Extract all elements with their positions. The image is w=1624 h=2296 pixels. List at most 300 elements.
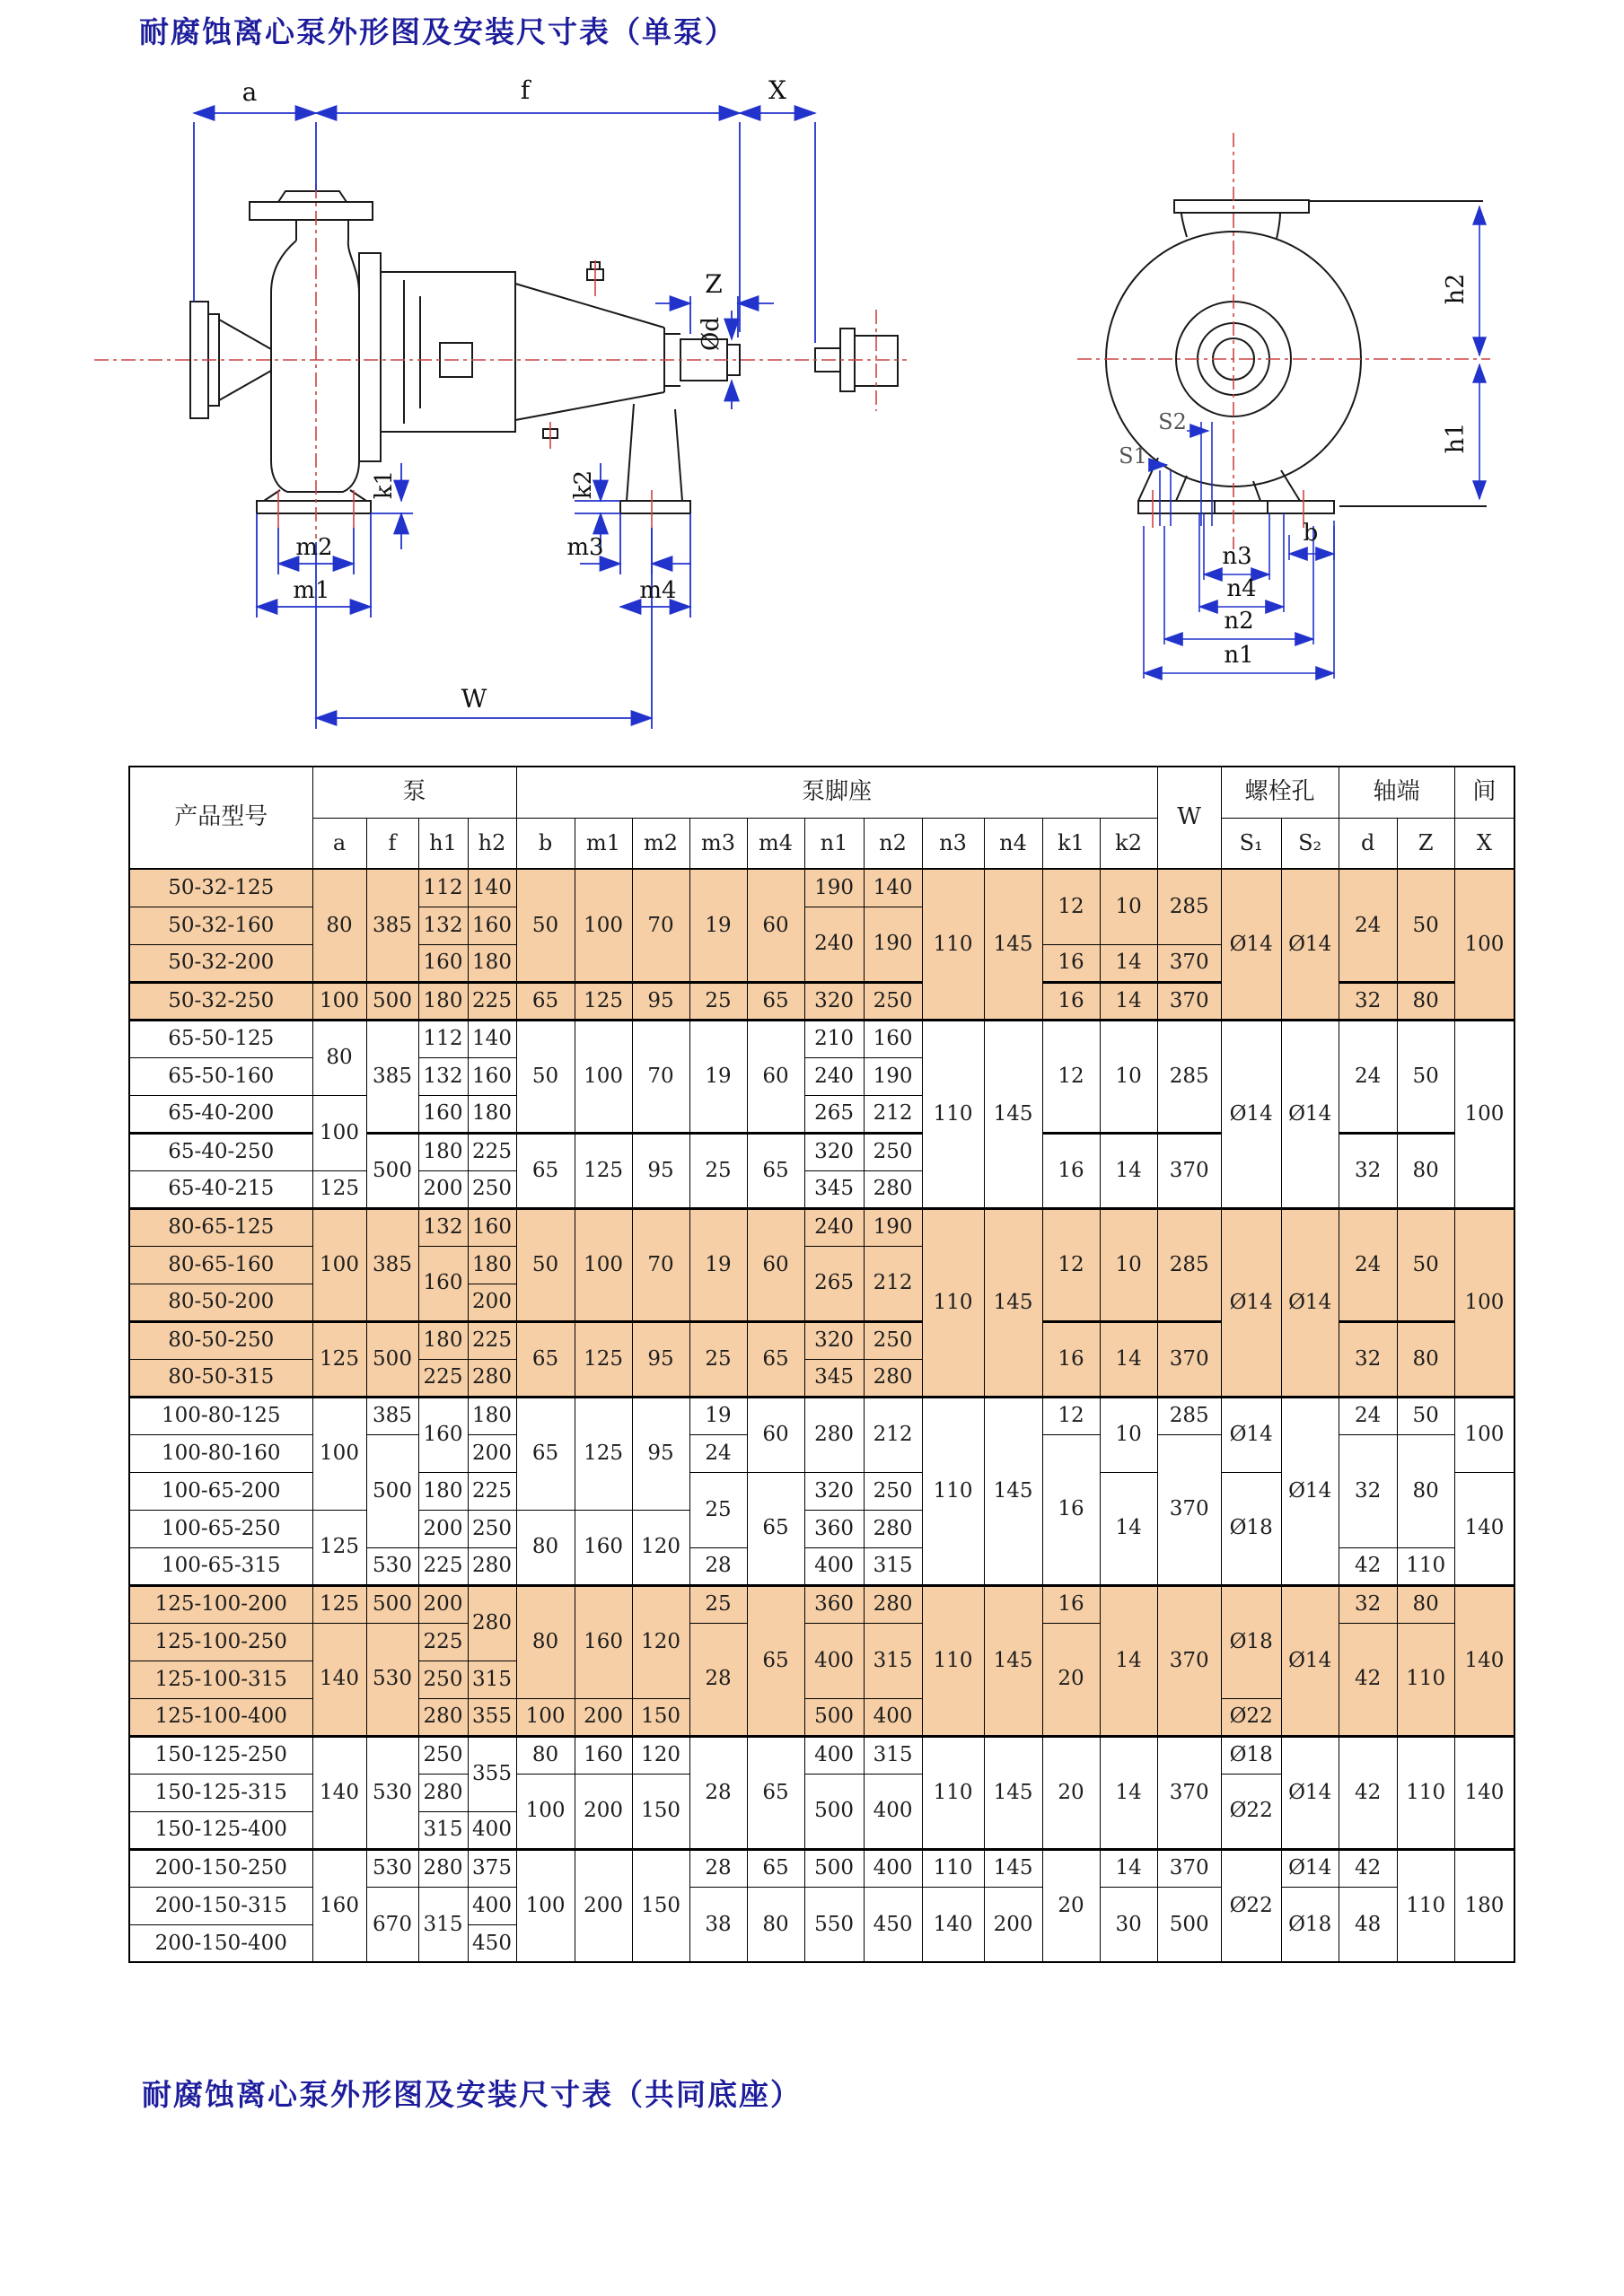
table-body — [129, 869, 1514, 1962]
cell-h1: 225 — [418, 1359, 468, 1397]
page-title-single-pump: 耐腐蚀离心泵外形图及安装尺寸表（单泵） — [139, 14, 736, 49]
cell-h1: 315 — [418, 1887, 468, 1962]
cell-m2: 70 — [632, 1020, 689, 1133]
cell-h1: 160 — [418, 1397, 468, 1472]
cell-b: 50 — [516, 1208, 575, 1321]
page-title-common-base: 耐腐蚀离心泵外形图及安装尺寸表（共同底座） — [142, 2077, 802, 2112]
bolt-centers-right — [1153, 490, 1304, 528]
cell-m2: 70 — [632, 869, 689, 982]
cell-k1: 16 — [1042, 1321, 1100, 1397]
dimension-labels — [242, 75, 1470, 714]
cell-W: 285 — [1157, 869, 1221, 944]
cell-h1: 280 — [418, 1698, 468, 1736]
cell-k1: 16 — [1042, 944, 1100, 982]
cell-h1: 200 — [418, 1170, 468, 1208]
cell-S1: Ø18 — [1221, 1585, 1281, 1698]
cell-n4: 200 — [984, 1887, 1042, 1962]
cell-n1: 280 — [804, 1397, 864, 1472]
cell-m2: 95 — [632, 1321, 689, 1397]
cell-k1: 20 — [1042, 1736, 1100, 1849]
model-cell: 100-80-125 — [129, 1397, 312, 1434]
cell-n2: 280 — [864, 1170, 922, 1208]
dim-label-k1: k1 — [371, 469, 398, 500]
model-cell: 80-65-125 — [129, 1208, 312, 1246]
header-col-m3: m3 — [689, 818, 747, 869]
header-泵脚座: 泵脚座 — [516, 767, 1157, 818]
cell-n2: 212 — [864, 1246, 922, 1321]
table-row — [129, 1849, 1514, 1887]
cell-m2: 70 — [632, 1208, 689, 1321]
model-cell: 125-100-200 — [129, 1585, 312, 1623]
cell-h2: 225 — [468, 1321, 516, 1359]
model-cell: 80-50-250 — [129, 1321, 312, 1359]
dim-label-f: f — [520, 75, 531, 105]
cell-X: 140 — [1454, 1472, 1514, 1585]
cell-h1: 112 — [418, 1020, 468, 1057]
cell-n4: 145 — [984, 1736, 1042, 1849]
cell-m4: 60 — [747, 1020, 804, 1133]
cell-h1: 132 — [418, 1057, 468, 1095]
cell-Z: 110 — [1397, 1623, 1454, 1736]
pump-outline-drawing — [0, 0, 1624, 765]
cell-m2: 150 — [632, 1774, 689, 1849]
cell-f: 530 — [366, 1736, 418, 1849]
cell-n3: 110 — [922, 1736, 984, 1849]
cell-n1: 320 — [804, 982, 864, 1020]
cell-m4: 65 — [747, 1585, 804, 1736]
cell-n2: 140 — [864, 869, 922, 907]
cell-n1: 265 — [804, 1246, 864, 1321]
cell-W: 285 — [1157, 1397, 1221, 1434]
cell-h2: 375 — [468, 1849, 516, 1887]
model-cell: 80-50-200 — [129, 1284, 312, 1321]
cell-h1: 250 — [418, 1736, 468, 1774]
cell-m3: 38 — [689, 1887, 747, 1962]
cell-m4: 65 — [747, 1133, 804, 1208]
model-cell: 200-150-315 — [129, 1887, 312, 1924]
cell-k1: 12 — [1042, 1397, 1100, 1434]
cell-X: 140 — [1454, 1585, 1514, 1736]
cell-n1: 240 — [804, 1208, 864, 1246]
cell-n1: 240 — [804, 907, 864, 982]
cell-n2: 280 — [864, 1510, 922, 1547]
cell-X: 100 — [1454, 1020, 1514, 1208]
model-cell: 65-40-215 — [129, 1170, 312, 1208]
cell-m1: 200 — [575, 1698, 632, 1736]
dim-label-n2: n2 — [1224, 608, 1254, 635]
model-cell: 50-32-200 — [129, 944, 312, 982]
cell-X: 100 — [1454, 1208, 1514, 1397]
cell-n3: 110 — [922, 1020, 984, 1208]
cell-W: 370 — [1157, 1133, 1221, 1208]
cell-m4: 65 — [747, 982, 804, 1020]
header-col-b: b — [516, 818, 575, 869]
cell-a: 125 — [312, 1321, 366, 1397]
dimensions-left — [194, 113, 815, 729]
cell-m3: 28 — [689, 1849, 747, 1887]
cell-Z: 80 — [1397, 1133, 1454, 1208]
cell-h2: 200 — [468, 1434, 516, 1472]
cell-m1: 125 — [575, 1321, 632, 1397]
cell-S1: Ø22 — [1221, 1774, 1281, 1849]
model-cell: 65-50-160 — [129, 1057, 312, 1095]
cell-k2: 10 — [1100, 1208, 1157, 1321]
cell-f: 385 — [366, 869, 418, 982]
cell-Z: 50 — [1397, 1208, 1454, 1321]
dim-label-w: W — [461, 684, 487, 714]
cell-h2: 355 — [468, 1736, 516, 1811]
model-cell: 125-100-250 — [129, 1623, 312, 1661]
cell-b: 80 — [516, 1736, 575, 1774]
cell-f: 500 — [366, 1434, 418, 1547]
cell-n1: 500 — [804, 1849, 864, 1887]
dim-label-s1: S1 — [1119, 443, 1147, 469]
header-col-n4: n4 — [984, 818, 1042, 869]
cell-m4: 65 — [747, 1849, 804, 1887]
cell-m1: 160 — [575, 1585, 632, 1698]
cell-f: 385 — [366, 1020, 418, 1133]
cell-m3: 28 — [689, 1623, 747, 1736]
centerlines-right — [1077, 133, 1490, 549]
cell-n2: 315 — [864, 1736, 922, 1774]
cell-X: 180 — [1454, 1849, 1514, 1962]
cell-b: 65 — [516, 982, 575, 1020]
dim-label-n3: n3 — [1222, 543, 1252, 570]
model-cell: 150-125-315 — [129, 1774, 312, 1811]
cell-k2: 14 — [1100, 1585, 1157, 1736]
cell-W: 370 — [1157, 1585, 1221, 1736]
dim-label-od: Ød — [698, 317, 724, 351]
cell-h1: 180 — [418, 982, 468, 1020]
cell-W: 370 — [1157, 1434, 1221, 1585]
cell-m2: 95 — [632, 1133, 689, 1208]
model-cell: 100-65-200 — [129, 1472, 312, 1510]
header-col-n3: n3 — [922, 818, 984, 869]
cell-n2: 450 — [864, 1887, 922, 1962]
cell-d: 42 — [1339, 1547, 1397, 1585]
cell-n1: 345 — [804, 1359, 864, 1397]
cell-h1: 160 — [418, 1246, 468, 1321]
cell-k2: 14 — [1100, 944, 1157, 982]
cell-h1: 132 — [418, 1208, 468, 1246]
cell-n1: 500 — [804, 1698, 864, 1736]
cell-S2: Ø14 — [1281, 1397, 1339, 1585]
dim-label-h1: h1 — [1442, 422, 1470, 454]
cell-h1: 160 — [418, 944, 468, 982]
cell-h2: 450 — [468, 1924, 516, 1962]
cell-S1: Ø14 — [1221, 1020, 1281, 1208]
cell-h2: 250 — [468, 1170, 516, 1208]
cell-k1: 16 — [1042, 1133, 1100, 1208]
cell-m1: 100 — [575, 869, 632, 982]
cell-k2: 14 — [1100, 1736, 1157, 1849]
cell-m3: 19 — [689, 869, 747, 982]
cell-m3: 25 — [689, 1585, 747, 1623]
cell-b: 65 — [516, 1133, 575, 1208]
cell-k1: 20 — [1042, 1623, 1100, 1736]
cell-n1: 345 — [804, 1170, 864, 1208]
header-col-S₁: S₁ — [1221, 818, 1281, 869]
model-cell: 200-150-250 — [129, 1849, 312, 1887]
cell-d: 48 — [1339, 1887, 1397, 1962]
cell-n2: 280 — [864, 1585, 922, 1623]
cell-b: 50 — [516, 869, 575, 982]
cell-n1: 360 — [804, 1510, 864, 1547]
cell-h1: 280 — [418, 1774, 468, 1811]
cell-k1: 12 — [1042, 1020, 1100, 1133]
cell-m3: 19 — [689, 1397, 747, 1434]
cell-X: 100 — [1454, 1397, 1514, 1472]
cell-m3: 19 — [689, 1020, 747, 1133]
cell-m4: 65 — [747, 1321, 804, 1397]
cell-S2: Ø14 — [1281, 869, 1339, 1020]
cell-b: 100 — [516, 1774, 575, 1849]
cell-f: 530 — [366, 1849, 418, 1887]
model-cell: 65-40-250 — [129, 1133, 312, 1170]
cell-m1: 160 — [575, 1510, 632, 1585]
cell-k2: 10 — [1100, 1397, 1157, 1472]
cell-m2: 95 — [632, 1397, 689, 1510]
cell-n4: 145 — [984, 1585, 1042, 1736]
cell-m1: 160 — [575, 1736, 632, 1774]
cell-W: 370 — [1157, 1736, 1221, 1849]
cell-h1: 180 — [418, 1133, 468, 1170]
model-cell: 50-32-250 — [129, 982, 312, 1020]
cell-Z: 80 — [1397, 1321, 1454, 1397]
header-col-a: a — [312, 818, 366, 869]
cell-h1: 112 — [418, 869, 468, 907]
cell-k2: 14 — [1100, 1133, 1157, 1208]
cell-h1: 280 — [418, 1849, 468, 1887]
cell-m2: 95 — [632, 982, 689, 1020]
cell-a: 140 — [312, 1623, 366, 1736]
header-col-f: f — [366, 818, 418, 869]
cell-n4: 145 — [984, 1208, 1042, 1397]
cell-d: 32 — [1339, 1434, 1397, 1547]
cell-n3: 110 — [922, 869, 984, 1020]
cell-Z: 80 — [1397, 1585, 1454, 1623]
table-row — [129, 1736, 1514, 1774]
cell-n4: 145 — [984, 869, 1042, 1020]
cell-h2: 315 — [468, 1661, 516, 1698]
cell-k1: 16 — [1042, 1434, 1100, 1585]
cell-n2: 190 — [864, 1208, 922, 1246]
cell-d: 24 — [1339, 869, 1397, 982]
cell-m3: 19 — [689, 1208, 747, 1321]
cell-n1: 400 — [804, 1623, 864, 1698]
cell-h2: 180 — [468, 1095, 516, 1133]
cell-h1: 160 — [418, 1095, 468, 1133]
table-row — [129, 869, 1514, 907]
cell-m1: 125 — [575, 982, 632, 1020]
cell-n1: 320 — [804, 1133, 864, 1170]
cell-n3: 110 — [922, 1208, 984, 1397]
cell-W: 285 — [1157, 1020, 1221, 1133]
cell-k2: 14 — [1100, 1321, 1157, 1397]
cell-b: 100 — [516, 1849, 575, 1962]
dim-label-b: b — [1303, 520, 1319, 547]
cell-f: 500 — [366, 1321, 418, 1397]
header-col-S₂: S₂ — [1281, 818, 1339, 869]
front-view-outline — [1106, 200, 1487, 513]
dim-label-m4: m4 — [639, 577, 677, 604]
cell-d: 42 — [1339, 1623, 1397, 1736]
header-col-n1: n1 — [804, 818, 864, 869]
cell-m2: 150 — [632, 1849, 689, 1962]
cell-k2: 10 — [1100, 869, 1157, 944]
cell-k1: 12 — [1042, 869, 1100, 944]
cell-m3: 25 — [689, 1321, 747, 1397]
cell-S2: Ø18 — [1281, 1887, 1339, 1962]
cell-S1: Ø18 — [1221, 1472, 1281, 1585]
cell-n1: 240 — [804, 1057, 864, 1095]
cell-n4: 145 — [984, 1397, 1042, 1585]
cell-Z: 110 — [1397, 1736, 1454, 1849]
cell-h1: 180 — [418, 1472, 468, 1510]
cell-W: 500 — [1157, 1887, 1221, 1962]
header-col-Z: Z — [1397, 818, 1454, 869]
cell-Z: 50 — [1397, 869, 1454, 982]
table-row — [129, 1397, 1514, 1434]
cell-Z: 110 — [1397, 1547, 1454, 1585]
cell-h2: 355 — [468, 1698, 516, 1736]
model-cell: 125-100-400 — [129, 1698, 312, 1736]
model-cell: 100-80-160 — [129, 1434, 312, 1472]
cell-m1: 100 — [575, 1208, 632, 1321]
cell-n1: 265 — [804, 1095, 864, 1133]
cell-h2: 400 — [468, 1887, 516, 1924]
cell-m1: 125 — [575, 1397, 632, 1510]
cell-h1: 315 — [418, 1811, 468, 1849]
header-W: W — [1157, 767, 1221, 869]
header-间: 间 — [1454, 767, 1514, 818]
cell-h2: 180 — [468, 1397, 516, 1434]
model-cell: 125-100-315 — [129, 1661, 312, 1698]
cell-a: 100 — [312, 1095, 366, 1170]
cell-m1: 200 — [575, 1849, 632, 1962]
cell-d: 42 — [1339, 1736, 1397, 1849]
model-cell: 65-40-200 — [129, 1095, 312, 1133]
cell-m2: 150 — [632, 1698, 689, 1736]
model-cell: 100-65-250 — [129, 1510, 312, 1547]
cell-f: 385 — [366, 1208, 418, 1321]
cell-n2: 250 — [864, 982, 922, 1020]
cell-m4: 65 — [747, 1736, 804, 1849]
header-col-h2: h2 — [468, 818, 516, 869]
cell-Z: 110 — [1397, 1849, 1454, 1962]
cell-d: 32 — [1339, 982, 1397, 1020]
cell-a: 100 — [312, 1397, 366, 1510]
cell-S1: Ø18 — [1221, 1736, 1281, 1774]
cell-Z: 80 — [1397, 982, 1454, 1020]
pump-dimension-table — [128, 766, 1515, 1963]
cell-m1: 200 — [575, 1774, 632, 1849]
cell-m3: 28 — [689, 1736, 747, 1849]
cell-n2: 212 — [864, 1095, 922, 1133]
cell-S1: Ø22 — [1221, 1698, 1281, 1736]
cell-m2: 120 — [632, 1736, 689, 1774]
cell-n2: 190 — [864, 1057, 922, 1095]
cell-a: 80 — [312, 869, 366, 982]
cell-a: 100 — [312, 982, 366, 1020]
cell-m3: 25 — [689, 1472, 747, 1547]
header-螺栓孔: 螺栓孔 — [1221, 767, 1339, 818]
cell-Z: 50 — [1397, 1020, 1454, 1133]
cell-h2: 160 — [468, 1208, 516, 1246]
header-col-m1: m1 — [575, 818, 632, 869]
cell-d: 24 — [1339, 1397, 1397, 1434]
cell-S2: Ø14 — [1281, 1208, 1339, 1397]
cell-k1: 20 — [1042, 1849, 1100, 1962]
cell-a: 100 — [312, 1208, 366, 1321]
table-row — [129, 1585, 1514, 1623]
cell-h1: 200 — [418, 1585, 468, 1623]
cell-d: 24 — [1339, 1020, 1397, 1133]
cell-n4: 145 — [984, 1849, 1042, 1887]
cell-d: 32 — [1339, 1321, 1397, 1397]
header-col-k2: k2 — [1100, 818, 1157, 869]
header-col-n2: n2 — [864, 818, 922, 869]
side-view-outline — [190, 191, 898, 513]
cell-n3: 140 — [922, 1887, 984, 1962]
cell-h1: 200 — [418, 1510, 468, 1547]
table-row — [129, 1020, 1514, 1057]
cell-a: 160 — [312, 1849, 366, 1962]
cell-m2: 120 — [632, 1510, 689, 1585]
cell-n1: 320 — [804, 1472, 864, 1510]
cell-d: 32 — [1339, 1133, 1397, 1208]
cell-f: 530 — [366, 1623, 418, 1736]
cell-S1: Ø14 — [1221, 1208, 1281, 1397]
header-col-X: X — [1454, 818, 1514, 869]
cell-h2: 280 — [468, 1585, 516, 1661]
cell-n2: 400 — [864, 1849, 922, 1887]
model-cell: 150-125-400 — [129, 1811, 312, 1849]
table-header — [129, 767, 1514, 869]
cell-k2: 10 — [1100, 1020, 1157, 1133]
cell-W: 370 — [1157, 1849, 1221, 1887]
cell-S1: Ø14 — [1221, 1397, 1281, 1472]
dim-label-x: X — [768, 75, 786, 105]
cell-S2: Ø14 — [1281, 1585, 1339, 1736]
cell-n2: 212 — [864, 1397, 922, 1472]
cell-n2: 315 — [864, 1547, 922, 1585]
cell-S2: Ø14 — [1281, 1849, 1339, 1887]
cell-m1: 100 — [575, 1020, 632, 1133]
cell-b: 50 — [516, 1020, 575, 1133]
cell-S1: Ø22 — [1221, 1849, 1281, 1962]
cell-a: 140 — [312, 1736, 366, 1849]
cell-h2: 280 — [468, 1547, 516, 1585]
dim-label-n1: n1 — [1224, 642, 1254, 669]
model-cell: 80-65-160 — [129, 1246, 312, 1284]
cell-b: 100 — [516, 1698, 575, 1736]
cell-n4: 145 — [984, 1020, 1042, 1208]
cell-b: 65 — [516, 1397, 575, 1510]
cell-n2: 190 — [864, 907, 922, 982]
header-col-m2: m2 — [632, 818, 689, 869]
cell-n3: 110 — [922, 1849, 984, 1887]
cell-X: 140 — [1454, 1736, 1514, 1849]
cell-k1: 12 — [1042, 1208, 1100, 1321]
dim-label-m3: m3 — [566, 534, 604, 561]
header-泵: 泵 — [312, 767, 516, 818]
cell-a: 125 — [312, 1510, 366, 1585]
cell-f: 670 — [366, 1887, 418, 1962]
cell-h2: 225 — [468, 982, 516, 1020]
header-产品型号: 产品型号 — [129, 767, 312, 869]
cell-h1: 132 — [418, 907, 468, 944]
